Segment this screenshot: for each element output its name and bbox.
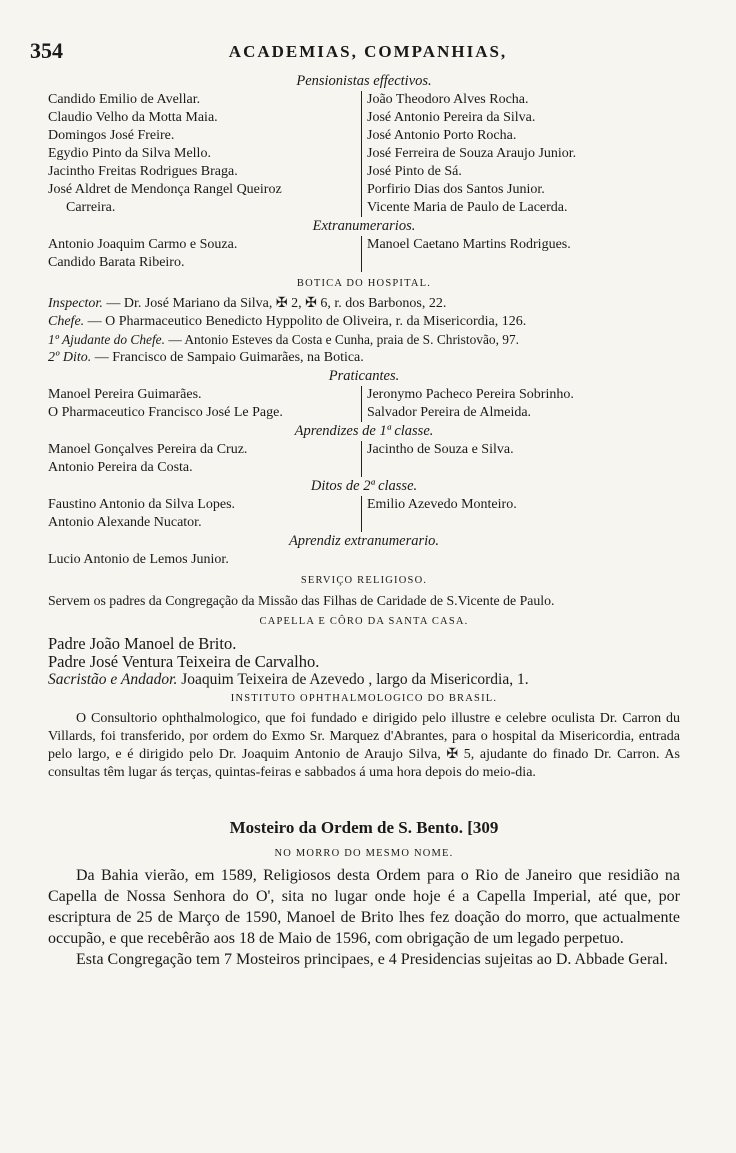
aprendizes-list [48,441,680,477]
role-label: Chefe. [48,314,85,329]
servico-text: Servem os padres da Congregação da Missão das Filhas de Caridade de S.Vicente de Paulo. [48,593,555,608]
list-item: Manoel Caetano Martins Rodrigues. [367,237,571,252]
list-item: Carreira. [66,200,116,215]
role-label: 1º Ajudante do Chefe. [48,332,165,347]
page-number: 354 [30,38,63,63]
page-header [0,38,736,70]
capella-line: Padre João Manoel de Brito. [48,634,237,653]
pensionistas-left-column [48,91,361,217]
praticantes-list [48,386,680,422]
capella-line: Padre José Ventura Teixeira de Carvalho. [48,652,320,671]
role-text: — Antonio Esteves da Costa e Cunha, praia de S. Christovão, 97. [164,332,520,347]
mosteiro-paragraph: Esta Congregação tem 7 Mosteiros principaes, e 4 Presidencias sujeitas ao D. Abbade Geral. [76,951,668,968]
extranumerarios-right-column [361,236,680,272]
list-item: Antonio Alexande Nucator. [48,515,202,530]
role-text: — Francisco de Sampaio Guimarães, na Botica. [91,350,364,365]
list-item: José Antonio Pereira da Silva. [367,110,536,125]
list-item: Jeronymo Pacheco Pereira Sobrinho. [367,387,574,402]
list-item: Candido Barata Ribeiro. [48,255,185,270]
list-item: José Ferreira de Souza Araujo Junior. [367,146,577,161]
extranumerarios-heading: Extranumerarios. [312,218,416,234]
role-label: Sacristão e Andador. [48,671,178,688]
list-item: Antonio Joaquim Carmo e Souza. [48,237,238,252]
list-item: Egydio Pinto da Silva Mello. [48,146,211,161]
list-item: Jacintho Freitas Rodrigues Braga. [48,164,238,179]
ditos-list [48,496,680,532]
botica-dito [48,349,680,367]
list-item: Manoel Gonçalves Pereira da Cruz. [48,442,248,457]
capella-sacristao [48,669,680,687]
role-text: Joaquim Teixeira de Azevedo , largo da Misericordia, 1. [177,671,529,688]
extranumerarios-list [48,236,680,272]
pensionistas-right-column [361,91,680,217]
aprendizes-heading: Aprendizes de 1ª classe. [294,423,434,439]
mosteiro-subtitle: NO MORRO DO MESMO NOME. [274,848,454,859]
list-item: Jacintho de Souza e Silva. [367,442,514,457]
instituto-heading: INSTITUTO OPHTHALMOLOGICO DO BRASIL. [230,693,498,704]
list-item: Salvador Pereira de Almeida. [367,405,532,420]
praticantes-heading: Praticantes. [328,368,400,384]
pensionistas-heading: Pensionistas effectivos. [296,73,432,89]
botica-inspector [48,295,680,313]
list-item: Claudio Velho da Motta Maia. [48,110,218,125]
list-item: José Antonio Porto Rocha. [367,128,517,143]
running-title: ACADEMIAS, COMPANHIAS, [228,42,508,61]
botica-chefe [48,313,680,331]
page-content [48,72,680,970]
botica-ajudante [48,331,680,349]
list-item: Candido Emilio de Avellar. [48,92,201,107]
pensionistas-list [48,91,680,217]
aprendiz-extra-heading: Aprendiz extranumerario. [288,533,440,549]
botica-heading: BOTICA DO HOSPITAL. [296,278,432,289]
list-item: Manoel Pereira Guimarães. [48,387,202,402]
list-item: Antonio Pereira da Costa. [48,460,193,475]
list-item: Porfirio Dias dos Santos Junior. [367,182,545,197]
list-item: Emilio Azevedo Monteiro. [367,497,517,512]
list-item: João Theodoro Alves Rocha. [367,92,529,107]
list-item: Lucio Antonio de Lemos Junior. [48,552,229,567]
instituto-text: O Consultorio ophthalmologico, que foi fundado e dirigido pelo illustre e celebre oculista Dr. Carron du Villards, foi transferido, por ordem do Exmo Sr. Marquez d'Abrantes, para o hospital da Misericordia, entrada pelo largo, e é dirigido pelo Dr. Joaquim Antonio de Araujo Silva, ✠ 5, ajudante do finado Dr. Carron. As consultas têm lugar ás terças, quintas-feiras e sabbados á uma hora depois do meio-dia. [48,711,680,780]
role-label: Inspector. [48,296,103,311]
list-item: Faustino Antonio da Silva Lopes. [48,497,236,512]
list-item: O Pharmaceutico Francisco José Le Page. [48,405,283,420]
list-item: José Pinto de Sá. [367,164,462,179]
list-item: Domingos José Freire. [48,128,175,143]
mosteiro-title: Mosteiro da Ordem de S. Bento. [309 [229,818,499,837]
extranumerarios-left-column [48,236,361,272]
role-text: — Dr. José Mariano da Silva, ✠ 2, ✠ 6, r. dos Barbonos, 22. [102,296,447,311]
role-text: — O Pharmaceutico Benedicto Hyppolito de Oliveira, r. da Misericordia, 126. [84,314,527,329]
role-label: 2º Dito. [48,350,92,365]
mosteiro-paragraph: Da Bahia vierão, em 1589, Religiosos desta Ordem para o Rio de Janeiro que residião na Capella de Nossa Senhora do O', sita no lugar onde hoje é a Capella Imperial, até que, por escriptura de 25 de Março de 1590, Manoel de Brito lhes fez doação do morro, que actualmente occupão, e que recebêrão aos 18 de Maio de 1596, com obrigação de um legado perpetuo. [48,867,680,947]
servico-heading: SERVIÇO RELIGIOSO. [300,575,428,586]
list-item: Vicente Maria de Paulo de Lacerda. [367,200,568,215]
list-item: José Aldret de Mendonça Rangel Queiroz [48,182,282,197]
ditos-heading: Ditos de 2ª classe. [310,478,418,494]
capella-heading: CAPELLA E CÔRO DA SANTA CASA. [259,616,469,627]
